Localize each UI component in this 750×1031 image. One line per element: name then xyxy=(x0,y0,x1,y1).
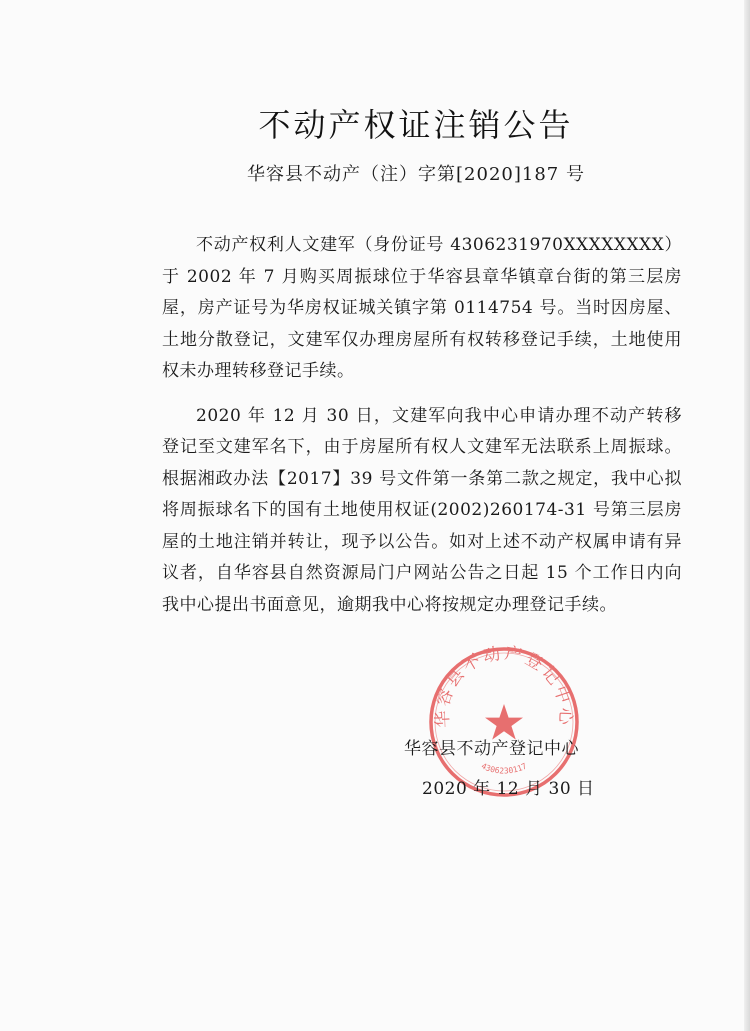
paragraph-1: 不动产权利人文建军（身份证号 4306231970XXXXXXXX）于 2002 年 7 月购买周振球位于华容县章华镇章台街的第三层房屋，房产证号为华房权证城关镇字第 0114754 号。当时因房屋、土地分散登记，文建军仅办理房屋所有权转移登记手续，土地使用权未办理转移登记手续。 xyxy=(162,235,682,381)
paragraph-2: 2020 年 12 月 30 日，文建军向我中心申请办理不动产转移登记至文建军名下，由于房屋所有权人文建军无法联系上周振球。根据湘政办法【2017】39 号文件第一条第二款之规定，我中心拟将周振球名下的国有土地使用权证(2002)260174-31 号第三层房屋的土地注销并转让，现予以公告。如对上述不动产权属申请有异议者，自华容县自然资源局门户网站公告之日起 15 个工作日内向我中心提出书面意见，逾期我中心将按规定办理登记手续。 xyxy=(162,405,682,615)
signature-organization: 华容县不动产登记中心 xyxy=(404,739,579,759)
document-title: 不动产权证注销公告 xyxy=(258,106,574,144)
announcement-body xyxy=(162,230,682,634)
page-edge-shadow xyxy=(744,0,750,1031)
seal-org-text: 华容县不动产登记中心 xyxy=(432,644,576,729)
signature-date: 2020 年 12 月 30 日 xyxy=(422,779,595,799)
document-number: 华容县不动产（注）字第[2020]187 号 xyxy=(247,164,585,185)
seal-serial-text: 4306230117 xyxy=(479,761,529,776)
